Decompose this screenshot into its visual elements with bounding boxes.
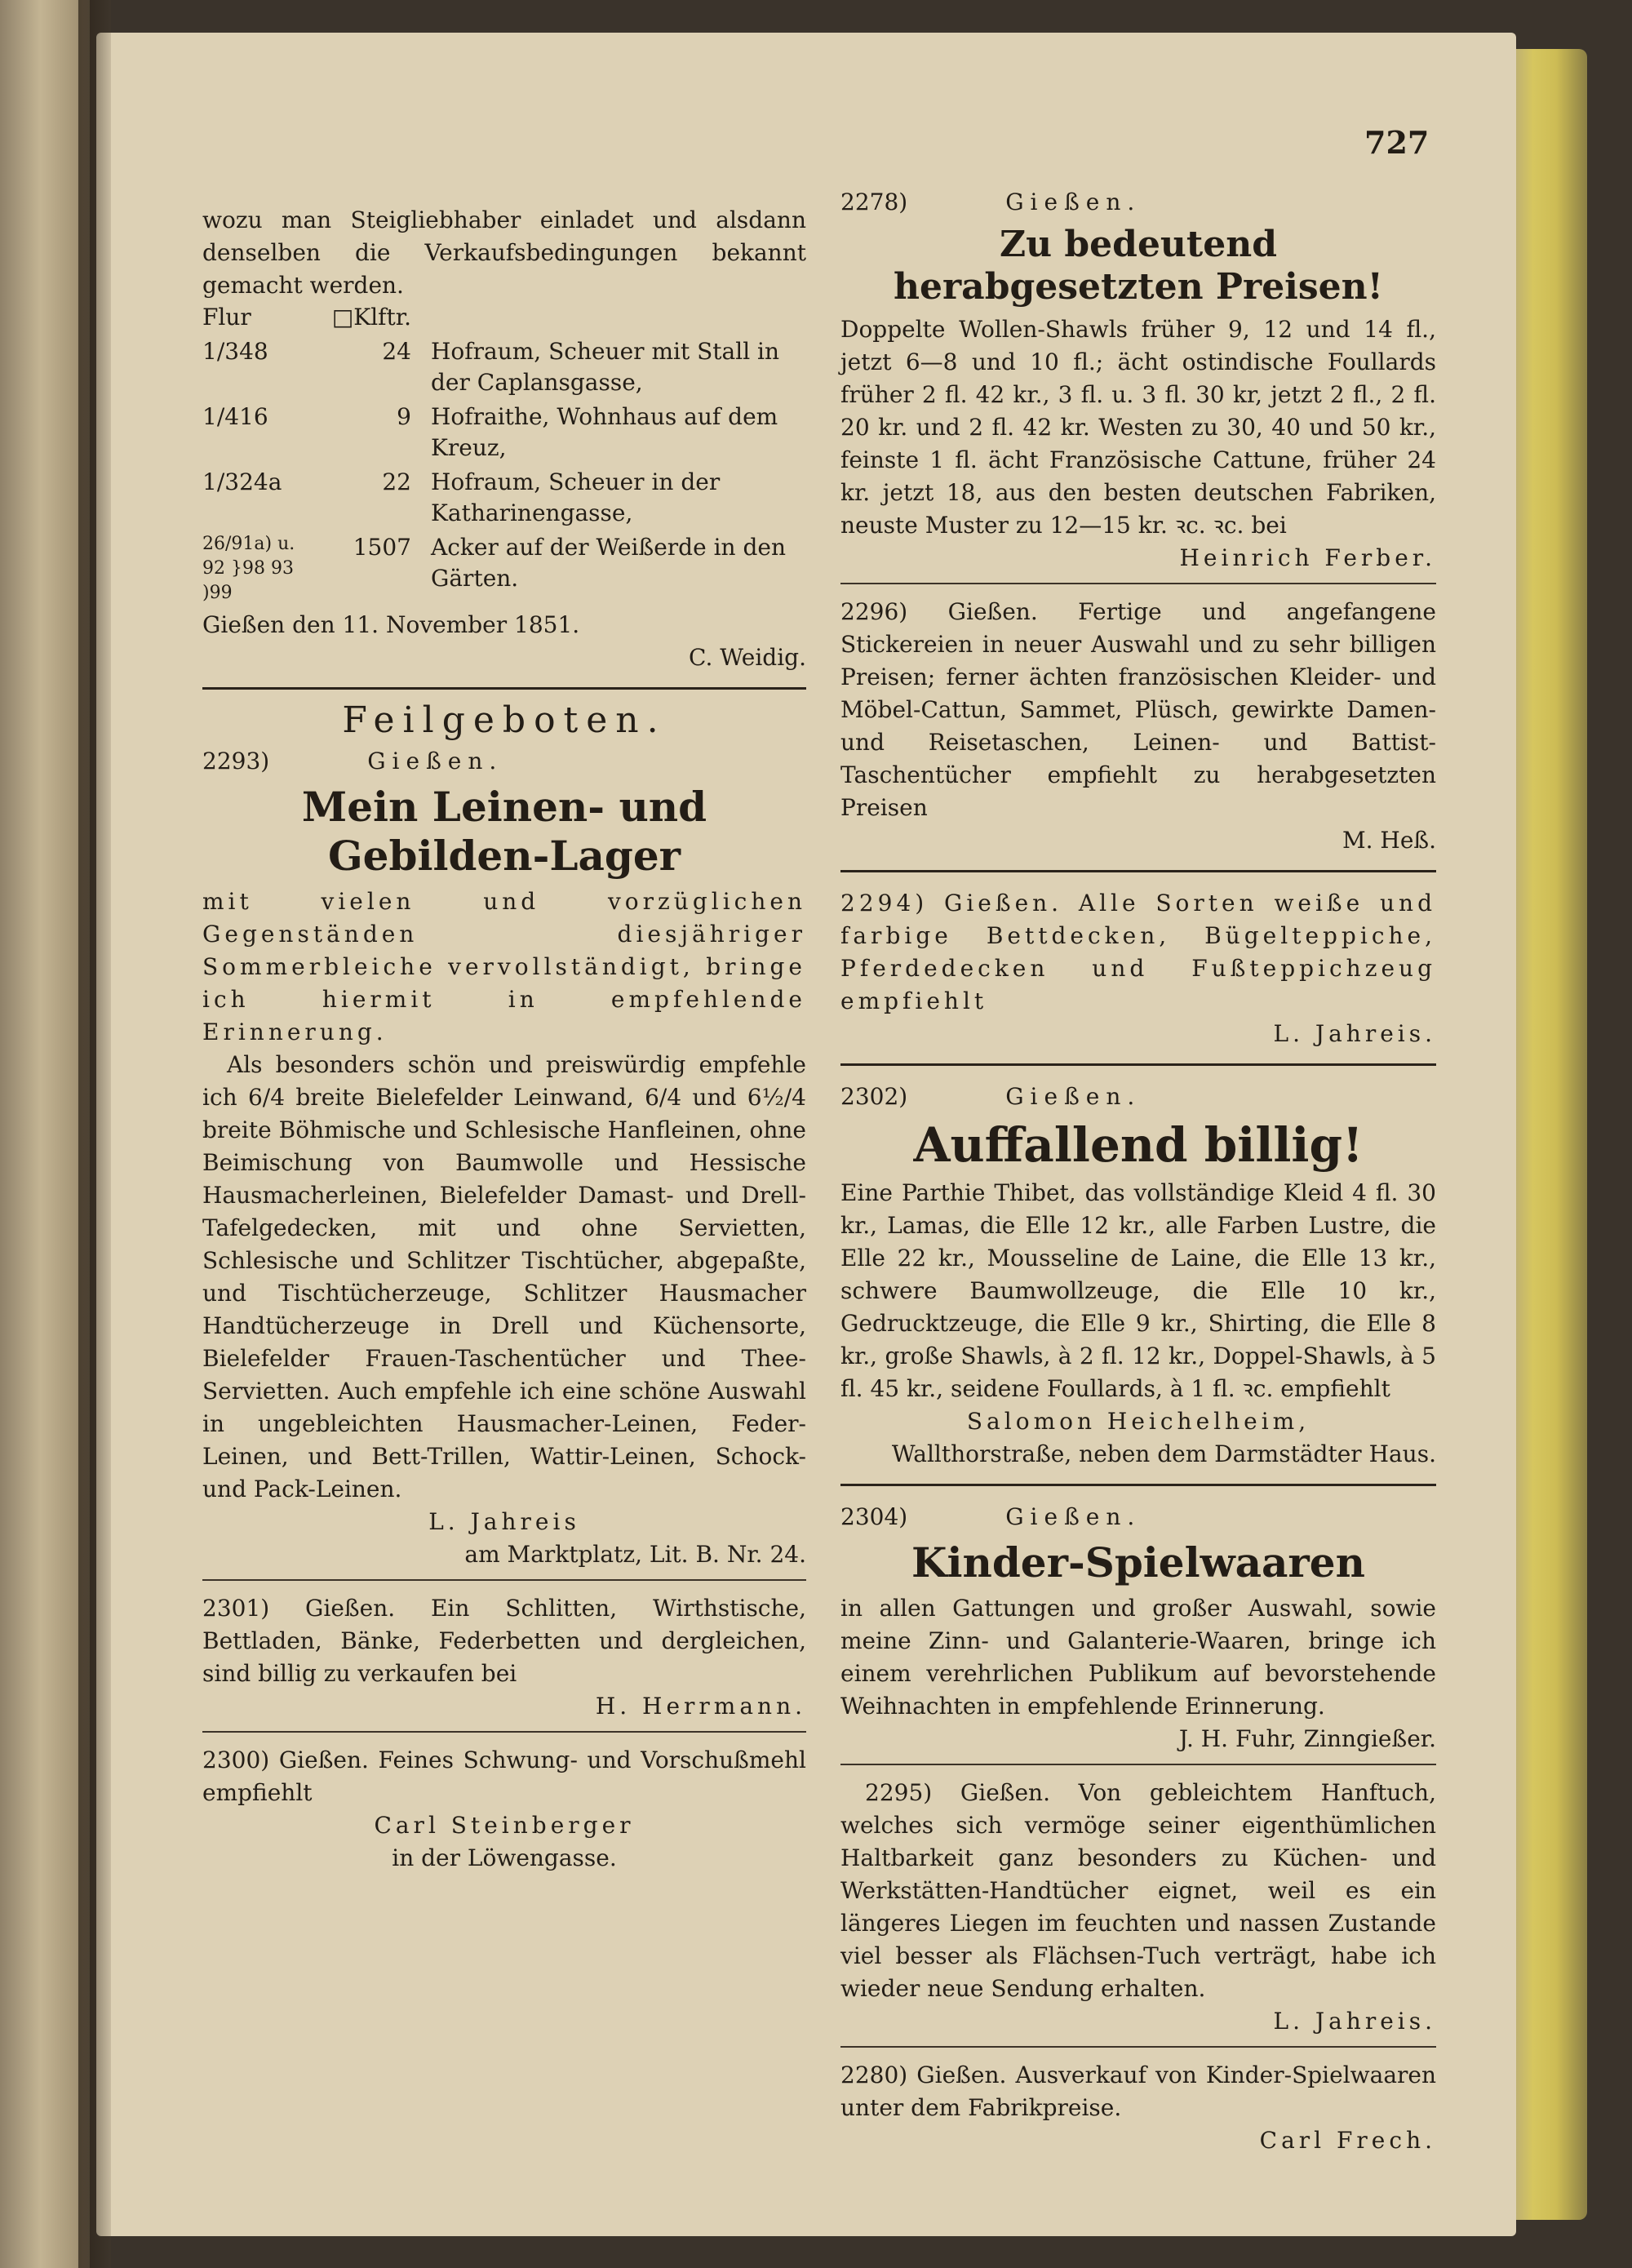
auction-signature: C. Weidig.	[689, 644, 806, 671]
ad-2304	[840, 1501, 1436, 1755]
ad-2300	[202, 1744, 806, 1875]
plot-size: 9	[397, 403, 411, 430]
ad-number: 2304)	[840, 1503, 908, 1530]
plot-description: Hofraum, Scheuer mit Stall in der Caplansgasse,	[431, 338, 780, 396]
ad-title: Auffallend billig!	[913, 1117, 1364, 1173]
ad-signature: L. Jahreis.	[1273, 2008, 1436, 2035]
plot-size: 22	[382, 468, 411, 495]
ad-address: in der Löwengasse.	[392, 1844, 617, 1871]
section-divider	[202, 687, 806, 690]
page-number: 727	[1364, 124, 1430, 161]
ad-text: 2300) Gießen. Feines Schwung- und Vorschußmehl empfiehlt	[202, 1746, 806, 1806]
ad-divider	[202, 1579, 806, 1581]
ad-2301	[202, 1592, 806, 1723]
ad-text: Als besonders schön und preiswürdig empfehle ich 6/4 breite Bielefelder Leinwand, 6/4 und 6½/4 breite Böhmische und Schlesische Hanfleinen, ohne Beimischung von Baumwolle und Hessische Hausmacherleinen, Bielefelder Damast- und Drell-Tafelgedecken, mit und ohne Servietten, Schlesische und Schlitzer Tischtücher, abgepaßte, und Tischtücherzeuge, Schlitzer Hausmacher Handtücherzeuge in Drell und Küchensorte, Bielefelder Frauen-Taschentücher und Thee-Servietten. Auch empfehle ich eine schöne Auswahl in ungebleichten Hausmacher-Leinen, Feder-Leinen, und Bett-Trillen, Wattir-Leinen, Schock- und Pack-Leinen.	[202, 1051, 806, 1502]
ad-number: 2293)	[202, 748, 270, 774]
plot-flur: 1/324a	[202, 468, 282, 495]
ad-signature: Salomon Heichelheim,	[966, 1408, 1310, 1435]
ad-signature: L. Jahreis	[428, 1508, 580, 1535]
ad-divider	[840, 1063, 1436, 1066]
plot-size: 1507	[353, 534, 411, 561]
ad-place: Gießen.	[1005, 1503, 1142, 1530]
ad-2296	[840, 596, 1436, 857]
ad-divider	[840, 1764, 1436, 1765]
plot-size: 24	[382, 338, 411, 365]
ad-signature: J. H. Fuhr, Zinngießer.	[1178, 1725, 1436, 1752]
ad-divider	[202, 1731, 806, 1733]
ad-text: 2295) Gießen. Von gebleichtem Hanftuch, welches sich vermöge seiner eigenthümlichen Haltbarkeit ganz besonders zu Küchen- und Werkstätten-Handtücher eignet, weil es ein längeres Liegen im feuchten und nassen Zustande viel besser als Flächsen-Tuch verträgt, habe ich wieder neue Sendung erhalten.	[840, 1779, 1436, 2002]
ad-title: Mein Leinen- und Gebilden-Lager	[301, 783, 707, 880]
ad-address: am Marktplatz, Lit. B. Nr. 24.	[464, 1541, 806, 1568]
ad-divider	[840, 2046, 1436, 2048]
ad-number: 2302)	[840, 1083, 908, 1110]
header-klftr: □Klftr.	[331, 304, 411, 331]
ad-text: mit vielen und vorzüglichen Gegenständen diesjähriger Sommerbleiche vervollständigt, bringe ich hiermit in empfehlende Erinnerung.	[202, 888, 806, 1045]
ad-place: Gießen.	[1005, 1083, 1142, 1110]
ad-text: Eine Parthie Thibet, das vollständige Kleid 4 fl. 30 kr., Lamas, die Elle 12 kr., alle Farben Lustre, die Elle 22 kr., Mousseline de Laine, die Elle 13 kr., schwere Baumwollzeuge, die Elle 10 kr., Gedrucktzeuge, die Elle 9 kr., Shirting, die Elle 8 kr., große Shawls, à 2 fl. 12 kr., Doppel-Shawls, à 5 fl. 45 kr., seidene Foullards, à 1 fl. ꝛc. empfiehlt	[840, 1179, 1436, 1402]
ad-signature: H. Herrmann.	[595, 1693, 806, 1720]
ad-text: 2296) Gießen. Fertige und angefangene Stickereien in neuer Auswahl und zu sehr billigen Preisen; ferner ächten französischen Kleider- und Möbel-Cattun, Sammet, Plüsch, gewirkte Damen- und Reisetaschen, Leinen- und Battist-Taschentücher empfiehlt zu herabgesetzten Preisen	[840, 598, 1436, 821]
ad-2293	[202, 745, 806, 1571]
ad-divider	[840, 1484, 1436, 1486]
ad-signature: L. Jahreis.	[1273, 1020, 1436, 1047]
plot-description: Hofraum, Scheuer in der Katharinengasse,	[431, 468, 721, 526]
ad-signature: Carl Frech.	[1259, 2127, 1436, 2154]
ad-text: in allen Gattungen und großer Auswahl, sowie meine Zinn- und Galanterie-Waaren, bringe ich einem verehrlichen Publikum auf bevorstehende Weihnachten in empfehlende Erinnerung.	[840, 1595, 1436, 1720]
ad-divider	[840, 870, 1436, 872]
ad-2278	[840, 186, 1436, 575]
plot-description: Hofraithe, Wohnhaus auf dem Kreuz,	[431, 403, 778, 461]
auction-date: Gießen den 11. November 1851.	[202, 611, 580, 638]
ad-title: Kinder-Spielwaaren	[911, 1538, 1365, 1587]
ad-number: 2278)	[840, 189, 908, 215]
right-column	[840, 186, 1436, 2157]
ad-2302	[840, 1081, 1436, 1471]
plot-flur: 1/348	[202, 338, 268, 365]
ad-text: 2301) Gießen. Ein Schlitten, Wirthstische, Bettladen, Bänke, Federbetten und dergleichen, sind billig zu verkaufen bei	[202, 1595, 806, 1687]
table-row	[202, 336, 806, 402]
plot-description: Acker auf der Weißerde in den Gärten.	[431, 534, 786, 592]
auction-intro: wozu man Steigliebhaber einladet und alsdann denselben die Verkaufsbedingungen bekannt gemacht werden.	[202, 206, 806, 299]
plot-table	[202, 302, 806, 609]
ad-address: Wallthorstraße, neben dem Darmstädter Haus.	[891, 1440, 1436, 1467]
plot-table-header	[202, 302, 806, 336]
ad-divider	[840, 583, 1436, 584]
ad-2280	[840, 2059, 1436, 2157]
ad-place: Gießen.	[367, 748, 503, 774]
ad-signature: M. Heß.	[1342, 827, 1436, 854]
table-row	[202, 402, 806, 467]
ad-signature: Heinrich Ferber.	[1179, 544, 1436, 571]
left-column	[202, 204, 806, 1875]
ad-2294	[840, 887, 1436, 1050]
table-row	[202, 532, 806, 609]
header-flur: Flur	[202, 304, 251, 331]
ad-title: Zu bedeutend herabgesetzten Preisen!	[894, 224, 1383, 308]
ad-place: Gießen.	[1005, 189, 1142, 215]
ad-signature: Carl Steinberger	[374, 1812, 635, 1839]
page-stack-edge	[1510, 49, 1587, 2220]
plot-flur: 1/416	[202, 403, 268, 430]
plot-flur: 26/91a) u. 92 }98 93 )99	[202, 534, 295, 603]
table-row	[202, 467, 806, 532]
previous-page-edge	[0, 0, 90, 2268]
ad-text: Doppelte Wollen-Shawls früher 9, 12 und 14 fl., jetzt 6—8 und 10 fl.; ächt ostindische Foullards früher 2 fl. 42 kr., 3 fl. u. 3 fl. 30 kr, jetzt 2 fl., 2 fl. 20 kr. und 2 fl. 42 kr. Westen zu 30, 40 und 50 kr., feinste 1 fl. ächt Französische Cattune, früher 24 kr. jetzt 18, aus den besten deutschen Fabriken, neuste Muster zu 12—15 kr. ꝛc. ꝛc. bei	[840, 316, 1436, 539]
ad-text: 2294) Gießen. Alle Sorten weiße und farbige Bettdecken, Bügelteppiche, Pferdedecken und Fußteppichzeug empfiehlt	[840, 890, 1436, 1014]
ad-text: 2280) Gießen. Ausverkauf von Kinder-Spielwaaren unter dem Fabrikpreise.	[840, 2062, 1436, 2121]
section-title: Feilgeboten.	[342, 699, 667, 741]
ad-2295	[840, 1777, 1436, 2038]
book-gutter	[78, 0, 111, 2268]
